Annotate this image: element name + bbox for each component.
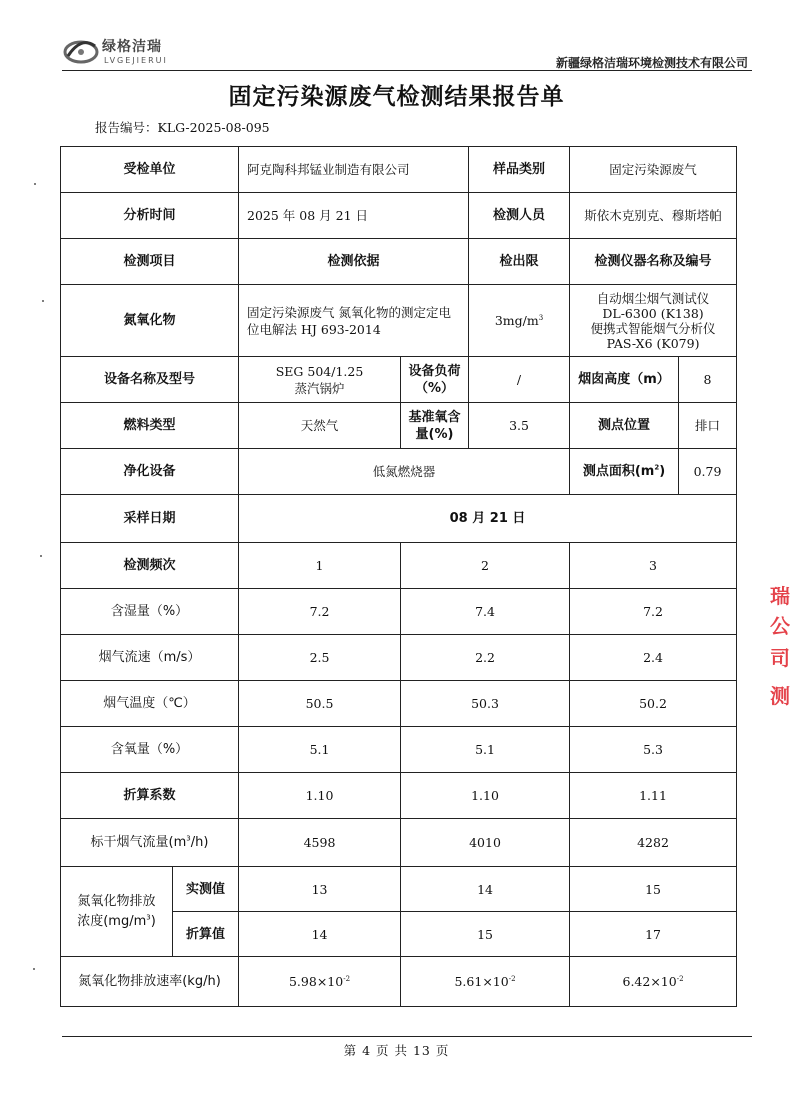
velocity-2: 2.2 bbox=[401, 635, 570, 681]
instrument-line-4: PAS-X6 (K079) bbox=[606, 335, 700, 351]
seal-char-2: 公 bbox=[770, 614, 790, 638]
client-value: 阿克陶科邦锰业制造有限公司 bbox=[239, 147, 469, 193]
conc-label-end: ) bbox=[150, 913, 156, 929]
row-analysis bbox=[61, 193, 737, 239]
sample-type-label: 样品类别 bbox=[469, 147, 570, 193]
sample-type-value: 固定污染源废气 bbox=[570, 147, 737, 193]
header-rule bbox=[62, 70, 752, 71]
row-std-flow bbox=[61, 819, 737, 867]
row-item-header bbox=[61, 239, 737, 285]
row-velocity bbox=[61, 635, 737, 681]
point-label: 测点位置 bbox=[570, 403, 679, 449]
page-number: 第 4 页 共 13 页 bbox=[343, 1043, 450, 1058]
area-label-text: 测点面积(m bbox=[582, 464, 655, 479]
freq-1: 1 bbox=[239, 543, 401, 589]
purify-value: 低氮燃烧器 bbox=[239, 449, 570, 495]
inspectors-label: 检测人员 bbox=[469, 193, 570, 239]
conc-label bbox=[61, 867, 173, 957]
rate-3 bbox=[570, 957, 737, 1007]
row-temperature bbox=[61, 681, 737, 727]
area-label-end: ) bbox=[659, 464, 666, 479]
purify-label: 净化设备 bbox=[61, 449, 239, 495]
analysis-time-value: 2025 年 08 月 21 日 bbox=[239, 193, 469, 239]
load-label: 设备负荷（%） bbox=[401, 357, 469, 403]
basis-value: 固定污染源废气 氮氧化物的测定定电位电解法 HJ 693-2014 bbox=[239, 285, 469, 357]
scan-speck bbox=[42, 300, 44, 302]
scan-speck bbox=[40, 555, 42, 557]
sampling-date-value: 08 月 21 日 bbox=[239, 495, 737, 543]
limit-label: 检出限 bbox=[469, 239, 570, 285]
rate-1-base: 5.98×10 bbox=[288, 974, 344, 989]
moisture-2: 7.4 bbox=[401, 589, 570, 635]
sampling-date-label: 采样日期 bbox=[61, 495, 239, 543]
client-label: 受检单位 bbox=[61, 147, 239, 193]
rate-3-exp: -2 bbox=[676, 974, 684, 983]
equipment-label: 设备名称及型号 bbox=[61, 357, 239, 403]
ref-o2-label: 基准氧含量(%) bbox=[401, 403, 469, 449]
velocity-1: 2.5 bbox=[239, 635, 401, 681]
factor-1: 1.10 bbox=[239, 773, 401, 819]
company-seal-partial bbox=[770, 580, 793, 720]
load-value: / bbox=[469, 357, 570, 403]
chimney-value: 8 bbox=[679, 357, 737, 403]
area-value: 0.79 bbox=[679, 449, 737, 495]
row-client bbox=[61, 147, 737, 193]
freq-3: 3 bbox=[570, 543, 737, 589]
instrument-line-3: 便携式智能烟气分析仪 bbox=[590, 320, 716, 336]
company-name: 新疆绿格洁瑞环境检测技术有限公司 bbox=[555, 56, 748, 70]
velocity-3: 2.4 bbox=[570, 635, 737, 681]
instrument-label: 检测仪器名称及编号 bbox=[570, 239, 737, 285]
factor-2: 1.10 bbox=[401, 773, 570, 819]
factor-3: 1.11 bbox=[570, 773, 737, 819]
scan-speck bbox=[33, 968, 35, 970]
seal-char-4: 测 bbox=[770, 684, 790, 708]
row-rate bbox=[61, 957, 737, 1007]
freq-2: 2 bbox=[401, 543, 570, 589]
row-fuel bbox=[61, 403, 737, 449]
measured-label: 实测值 bbox=[173, 867, 239, 912]
row-equipment bbox=[61, 357, 737, 403]
oxygen-3: 5.3 bbox=[570, 727, 737, 773]
converted-1: 14 bbox=[239, 912, 401, 957]
oxygen-1: 5.1 bbox=[239, 727, 401, 773]
std-flow-sup: 3 bbox=[186, 834, 191, 843]
page-title: 固定污染源废气检测结果报告单 bbox=[228, 84, 565, 110]
rate-1 bbox=[239, 957, 401, 1007]
seal-char-3: 司 bbox=[770, 646, 790, 670]
std-flow-label-end: /h) bbox=[190, 835, 209, 850]
logo-swirl-icon bbox=[62, 32, 100, 68]
converted-3: 17 bbox=[570, 912, 737, 957]
converted-2: 15 bbox=[401, 912, 570, 957]
equipment-type: 蒸汽锅炉 bbox=[294, 380, 345, 396]
temperature-2: 50.3 bbox=[401, 681, 570, 727]
row-moisture bbox=[61, 589, 737, 635]
velocity-label: 烟气流速（m/s） bbox=[61, 635, 239, 681]
logo-text-cn: 绿格洁瑞 bbox=[102, 39, 162, 55]
equipment-model: SEG 504/1.25 bbox=[275, 363, 364, 379]
conc-label-line-1: 氮氧化物排放 bbox=[77, 893, 156, 909]
limit-value bbox=[469, 285, 570, 357]
temperature-label: 烟气温度（℃） bbox=[61, 681, 239, 727]
row-oxygen bbox=[61, 727, 737, 773]
point-value: 排口 bbox=[679, 403, 737, 449]
result-table bbox=[60, 146, 737, 1007]
row-purify bbox=[61, 449, 737, 495]
rate-2-base: 5.61×10 bbox=[454, 974, 509, 989]
instrument-value bbox=[570, 285, 737, 357]
scan-speck bbox=[34, 183, 36, 185]
area-label-sup: 2 bbox=[654, 463, 660, 472]
limit-text: 3mg/m bbox=[494, 313, 539, 328]
row-measured bbox=[61, 867, 737, 912]
freq-label: 检测频次 bbox=[61, 543, 239, 589]
measured-3: 15 bbox=[570, 867, 737, 912]
measured-2: 14 bbox=[401, 867, 570, 912]
row-sampling-date bbox=[61, 495, 737, 543]
rate-label: 氮氧化物排放速率(kg/h) bbox=[61, 957, 239, 1007]
factor-label: 折算系数 bbox=[61, 773, 239, 819]
temperature-1: 50.5 bbox=[239, 681, 401, 727]
rate-2 bbox=[401, 957, 570, 1007]
rate-1-exp: -2 bbox=[343, 974, 351, 983]
oxygen-2: 5.1 bbox=[401, 727, 570, 773]
row-item bbox=[61, 285, 737, 357]
ref-o2-value: 3.5 bbox=[469, 403, 570, 449]
chimney-label: 烟囱高度（m） bbox=[570, 357, 679, 403]
moisture-3: 7.2 bbox=[570, 589, 737, 635]
std-flow-label-text: 标干烟气流量(m bbox=[90, 835, 187, 850]
seal-char-1: 瑞 bbox=[770, 584, 790, 608]
inspectors-value: 斯依木克别克、穆斯塔帕 bbox=[570, 193, 737, 239]
rate-3-base: 6.42×10 bbox=[622, 974, 677, 989]
std-flow-2: 4010 bbox=[401, 819, 570, 867]
equipment-value bbox=[239, 357, 401, 403]
std-flow-3: 4282 bbox=[570, 819, 737, 867]
logo-text-en: LVGEJIERUI bbox=[104, 56, 168, 65]
oxygen-label: 含氧量（%） bbox=[61, 727, 239, 773]
row-frequency bbox=[61, 543, 737, 589]
analysis-time-label: 分析时间 bbox=[61, 193, 239, 239]
conc-label-line-2 bbox=[64, 912, 169, 932]
temperature-3: 50.2 bbox=[570, 681, 737, 727]
area-label bbox=[570, 449, 679, 495]
item-value: 氮氧化物 bbox=[61, 285, 239, 357]
moisture-1: 7.2 bbox=[239, 589, 401, 635]
instrument-line-1: 自动烟尘烟气测试仪 bbox=[596, 290, 710, 306]
item-label: 检测项目 bbox=[61, 239, 239, 285]
basis-label: 检测依据 bbox=[239, 239, 469, 285]
report-number: 报告编号：KLG-2025-08-095 bbox=[95, 120, 270, 135]
fuel-value: 天然气 bbox=[239, 403, 401, 449]
fuel-label: 燃料类型 bbox=[61, 403, 239, 449]
limit-sup: 3 bbox=[538, 313, 544, 322]
std-flow-label bbox=[61, 819, 239, 867]
std-flow-1: 4598 bbox=[239, 819, 401, 867]
rate-2-exp: -2 bbox=[508, 974, 516, 983]
company-logo bbox=[62, 32, 192, 72]
measured-1: 13 bbox=[239, 867, 401, 912]
conc-sup: 3 bbox=[146, 913, 151, 922]
conc-label-text: 浓度(mg/m bbox=[77, 913, 147, 929]
converted-label: 折算值 bbox=[173, 912, 239, 957]
instrument-line-2: DL-6300 (K138) bbox=[602, 305, 704, 321]
moisture-label: 含湿量（%） bbox=[61, 589, 239, 635]
footer-rule bbox=[62, 1036, 752, 1037]
row-factor bbox=[61, 773, 737, 819]
